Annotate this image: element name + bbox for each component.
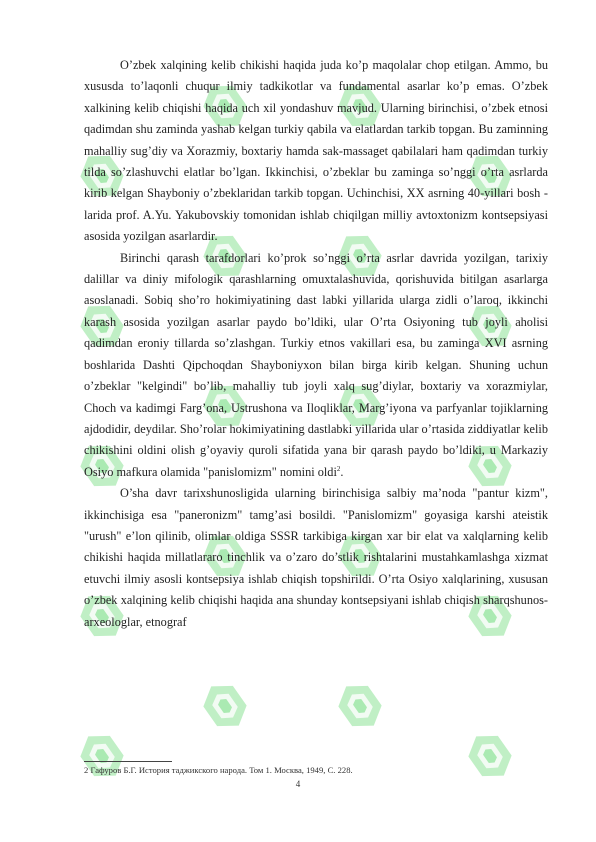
paragraph-1: O’zbek xalqining kelib chikishi haqida juda ko’p maqolalar chop etilgan. Ammo, bu xususda to’laqonli chuqur ilmiy tadkikotlar va fundamental asarlar ko’p emas. O’zbek xalkining kelib chiqishi haqida uch xil yondashuv mavjud. Ularning birinchisi, o’zbek etnosi qadimdan shu zaminda yashab kelgan turkiy qabila va elatlardan tarkib topgan. Bu zaminning mahalliy sug’diy va Xorazmiy, boxtariy hamda sak-massaget qabilalari ham qadimdan turkiy tilda so’zlashuvchi elatlar bo’lgan. Ikkinchisi, o’zbeklar bu zaminga so’nggi o’rta asrlarda kirib kelgan Shayboniy o’zbeklaridan tarkib topgan. Uchinchisi, XX asrning 40-yillari bosh - larida prof. A.Yu. Yakubovskiy tomonidan ishlab chiqilgan milliy avtoxtonizm kontsepsiyasi asosida yozilgan asarlardir. xyxy=(84,58,548,244)
paragraph-3: O’sha davr tarixshunosligida ularning birinchisiga salbiy ma’noda "pantur kizm", ikkinchisiga esa "paneronizm" tamg’asi bosildi. "Panislomizm" goyasiga karshi ateistik "urush" e’lon qilinib, olimlar oldiga SSSR tarkibiga kirgan xar bir elat va xalqlarning kelib chikishi haqida millatlararo tinchlik va o’zaro do’stlik rishtalarini mustahkamlashga xizmat etuvchi ilmiy asosli kontsepsiya ishlab chiqish topshirildi. O’rta Osiyo xalqlarining, xususan o’zbek xalqining kelib chiqishi haqida ana shunday kontsepsiyani ishlab chiqish sharqshunos-arxeologlar, etnograf xyxy=(84,486,548,629)
footnote: 2 Гафуров Б.Г. История таджикского народа. Том 1. Москва, 1949, С. 228. xyxy=(84,765,353,775)
paragraph-2 xyxy=(84,248,548,483)
document-body xyxy=(84,55,548,633)
paragraph-2-end: . xyxy=(340,464,344,479)
footnote-ref: 2 xyxy=(336,464,341,473)
paragraph-2-text: Birinchi qarash tarafdorlari ko’prok so’nggi o’rta asrlar davrida yozilgan, tarixiy dalillar va diniy mifologik qarashlarning omuxtalashuvida, qorishuvida bitilgan asarlarga asoslanadi. Sobiq sho’ro hokimiyatining dast labki yillarida ularga zidli o’laroq, ikkinchi karash asosida yozilgan asarlar paydo bo’ldiki, ular O’rta Osiyoning tub joyli aholisi qadimdan eroniy tillarda so’zlashgan. Turkiy etnos vakillari esa, bu zaminga XVI asrning boshlarida Dashti Qipchoqdan Shayboniyxon bilan birga kirib kelgan. Shuning uchun o’zbeklar "kelgindi" bo’lib, mahalliy tub joyli xalq sug’diylar, boxtariy va xorazmiylar, Choch va kadimgi Farg’ona, Ustrushona va Iloqliklar, Marg’iyona va parfyanlar tojiklarning ajdodidir, deydilar. Sho’rolar hokimiyatining dastlabki yillarida ular o’rtasida ziddiyatlar kelib chikishini oldini olish g’oyaviy quroli sifatida yana bir qarash paydo bo’ldiki, u Markaziy Osiyo mafkura olamida "panislomizm" nomini oldi xyxy=(84,250,548,479)
logo-watermark-icon xyxy=(329,673,392,739)
page-number: 4 xyxy=(295,779,301,789)
footnote-divider xyxy=(84,761,172,762)
logo-watermark-icon xyxy=(194,673,257,739)
